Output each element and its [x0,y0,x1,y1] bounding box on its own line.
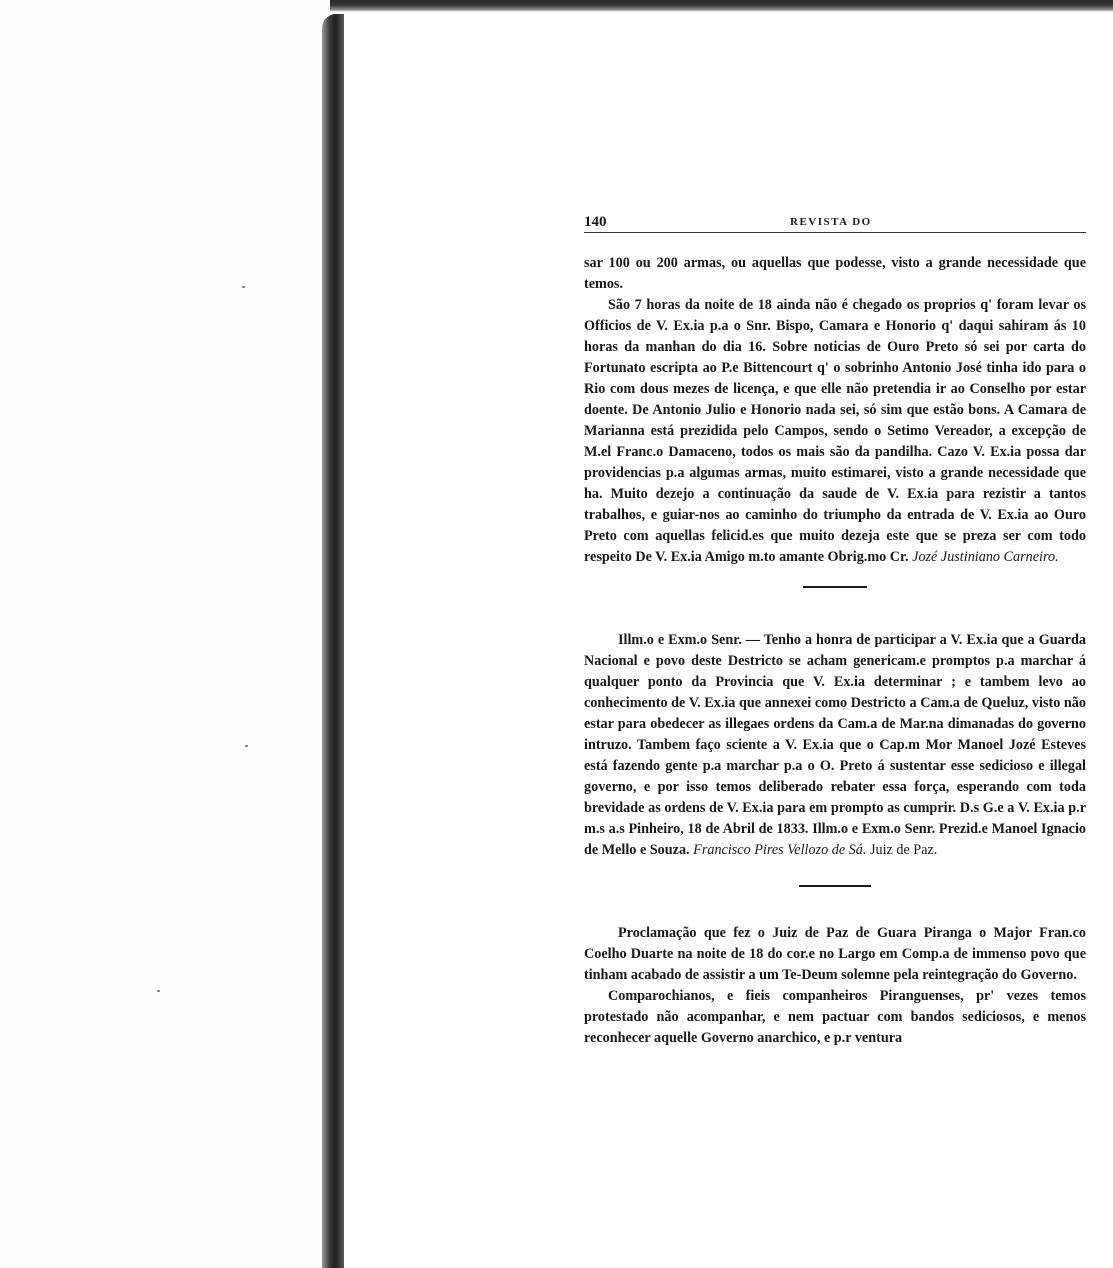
journal-title: REVISTA DO [790,216,872,228]
letter-2-closing: Juiz de Paz. [869,842,938,858]
letter-1-paragraph-2 [584,295,1086,568]
left-blank-margin [0,0,330,1268]
letter-1-paragraph-1: sar 100 ou 200 armas, ou aquellas que podesse, visto a grande necessidade que temos. [584,255,1086,292]
letter-2-body-text: Illm.o e Exm.o Senr. — Tenho a honra de participar a V. Ex.ia que a Guarda Nacional e povo deste Destricto se acham genericam.e promptos p.a marchar á qualquer ponto da Provincia que V. Ex.ia determinar ; e tambem levo ao conhecimento de V. Ex.ia que annexei como Destricto a Cam.a de Queluz, visto não estar para obedecer as illegaes ordens da Cam.a de Mar.na dimanadas do governo intruzo. Tambem faço sciente a V. Ex.ia que o Cap.m Mor Manoel Jozé Esteves está fazendo gente p.a marchar p.a o O. Preto á sustentar esse sedicioso e illegal governo, e por isso temos deliberado rebater essa força, esperando com toda brevidade as ordens de V. Ex.ia para em prompto as cumprir. D.s G.e a V. Ex.ia p.r m.s a.s Pinheiro, 18 de Abril de 1833. Illm.o e Exm.o Senr. Prezid.e Manoel Ignacio de Mello e Souza. [584,632,1086,858]
scan-speck [245,745,248,747]
running-head [584,210,1086,233]
section-divider [803,586,867,588]
scan-speck [242,286,245,288]
book-page [584,210,1086,1049]
letter-1-signature: Jozé Justiniano Carneiro. [912,549,1059,565]
proclamation-heading: Proclamação que fez o Juiz de Paz de Guara Piranga o Major Fran.co Coelho Duarte na noite de 18 do cor.e no Largo em Comp.a de immenso povo que tinham acabado de assistir a um Te-Deum solemne pela reintegração do Governo. [584,924,1086,983]
letter-2-paragraph [584,630,1086,861]
page-number: 140 [584,214,607,230]
proclamation-paragraph-1: Comparochianos, e fieis companheiros Piranguenses, pr' vezes temos protestado não acompanhar, e nem pactuar com bandos sediciosos, e menos reconhecer aquelle Governo anarchico, e p.r ventura [584,987,1086,1046]
book-spine-shadow [322,14,344,1268]
letter-1-body-text: São 7 horas da noite de 18 ainda não é chegado os proprios q' foram levar os Officios de V. Ex.ia p.a o Snr. Bispo, Camara e Honorio q' daqui sahiram ás 10 horas da manhan do dia 16. Sobre noticias de Ouro Preto só sei por carta do Fortunato escripta ao P.e Bittencourt q' o sobrinho Antonio José tinha ido para o Rio com dous mezes de licença, e que elle não pretendia ir ao Conselho por estar doente. De Antonio Julio e Honorio nada sei, só sim que estão bons. A Camara de Marianna está prezidida pelo Campos, sendo o Setimo Vereador, a excepção de M.el Franc.o Damaceno, todos os mais são da pandilha. Cazo V. Ex.ia possa dar providencias p.a algumas armas, muito estimarei, visto a grande necessidade que ha. Muito dezejo a continuação da saude de V. Ex.ia para rezistir a tantos trabalhos, e guiar-nos ao caminho do triumpho da entrada de V. Ex.ia ao Ouro Preto com aquellas felicid.es que muito dezeja este que se preza ser com todo respeito De V. Ex.ia Amigo m.to amante Obrig.mo Cr. [584,297,1086,565]
scan-speck [157,990,160,992]
scan-top-edge [330,0,1113,12]
letter-2-signature: Francisco Pires Vellozo de Sá. [693,842,867,858]
section-divider [799,885,871,887]
